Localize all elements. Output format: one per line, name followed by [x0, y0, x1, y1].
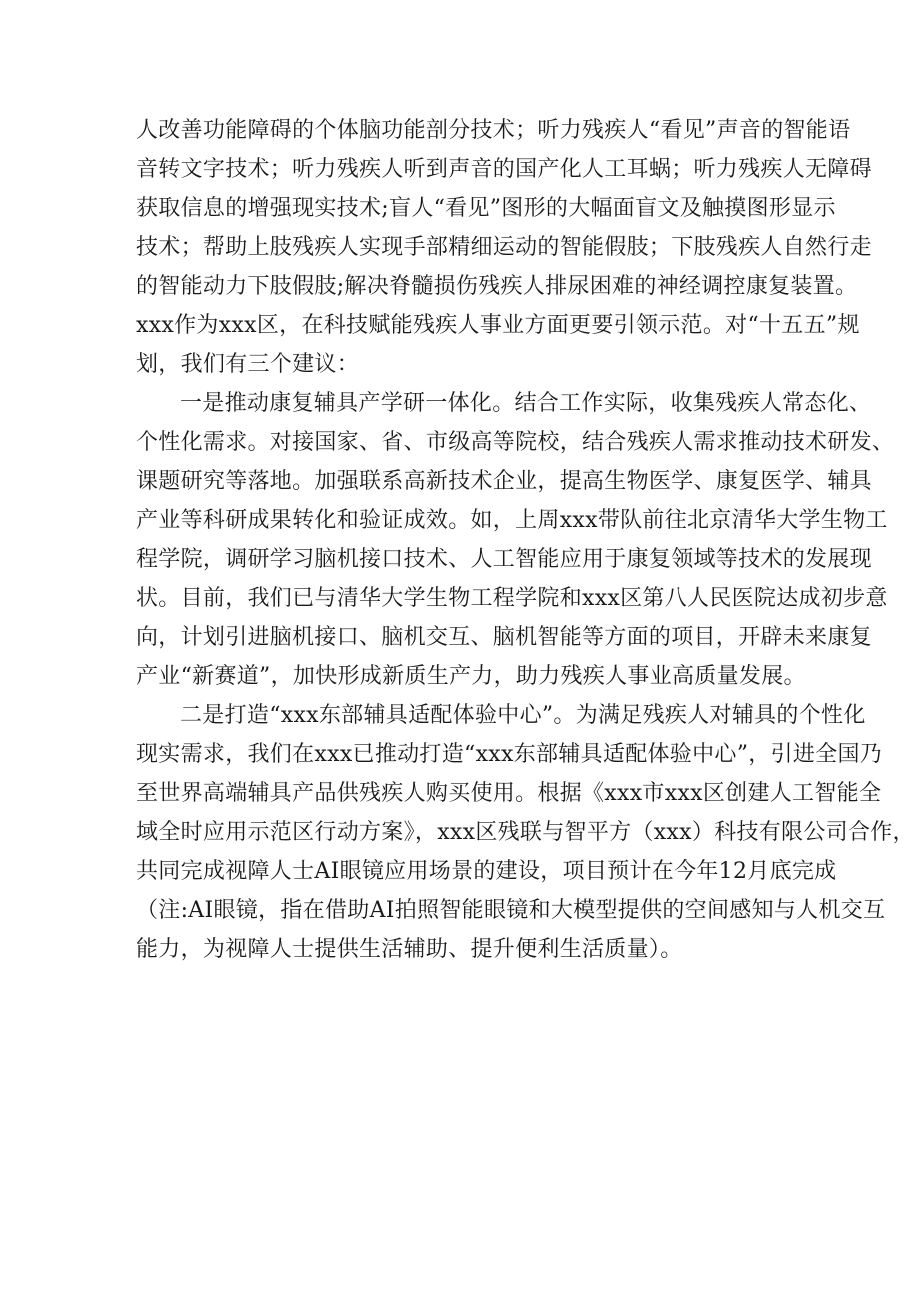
text-line: 向，计划引进脑机接口、脑机交互、脑机智能等方面的项目，开辟未来康复 [136, 625, 872, 650]
text-line: xxx作为xxx区，在科技赋能残疾人事业方面更要引领示范。对“十五五”规 [136, 313, 860, 338]
text-line: 域全时应用示范区行动方案》，xxx区残联与智平方（xxx）科技有限公司合作， [136, 820, 915, 845]
text-line: 的智能动力下肢假肢;解决脊髓损伤残疾人排尿困难的神经调控康复装置。 [136, 274, 858, 299]
text-line: 课题研究等落地。加强联系高新技术企业，提高生物医学、康复医学、辅具 [136, 469, 872, 494]
text-line: 共同完成视障人士AI眼镜应用场景的建设，项目预计在今年12月底完成 [136, 859, 837, 884]
text-line: 程学院，调研学习脑机接口技术、人工智能应用于康复领域等技术的发展现 [136, 547, 872, 572]
body-text [136, 111, 915, 969]
text-line: 至世界高端辅具产品供残疾人购买使用。根据《xxx市xxx区创建人工智能全 [136, 781, 882, 806]
text-line: （注:AI眼镜，指在借助AI拍照智能眼镜和大模型提供的空间感知与人机交互 [136, 898, 886, 923]
text-line: 个性化需求。对接国家、省、市级高等院校，结合残疾人需求推动技术研发、 [136, 430, 895, 455]
text-line: 人改善功能障碍的个体脑功能剖分技术；听力残疾人“看见”声音的智能语 [136, 118, 851, 143]
text-line: 技术；帮助上肢残疾人实现手部精细运动的智能假肢；下肢残疾人自然行走 [136, 235, 872, 260]
text-line: 状。目前，我们已与清华大学生物工程学院和xxx区第八人民医院达成初步意 [136, 586, 888, 611]
text-line: 能力，为视障人士提供生活辅助、提升便利生活质量）。 [136, 937, 683, 962]
text-line: 产业“新赛道”，加快形成新质生产力，助力残疾人事业高质量发展。 [136, 664, 806, 689]
text-line: 产业等科研成果转化和验证成效。如，上周xxx带队前往北京清华大学生物工 [136, 508, 888, 533]
text-line: 音转文字技术；听力残疾人听到声音的国产化人工耳蜗；听力残疾人无障碍 [136, 157, 872, 182]
text-line: 一是推动康复辅具产学研一体化。结合工作实际，收集残疾人常态化、 [180, 391, 872, 416]
text-line: 现实需求，我们在xxx已推动打造“xxx东部辅具适配体验中心”，引进全国乃 [136, 742, 883, 767]
text-line: 获取信息的增强现实技术;盲人“看见”图形的大幅面盲文及触摸图形显示 [136, 196, 836, 221]
text-line: 二是打造“xxx东部辅具适配体验中心”。为满足残疾人对辅具的个性化 [180, 703, 866, 728]
text-line: 划，我们有三个建议： [136, 352, 360, 377]
